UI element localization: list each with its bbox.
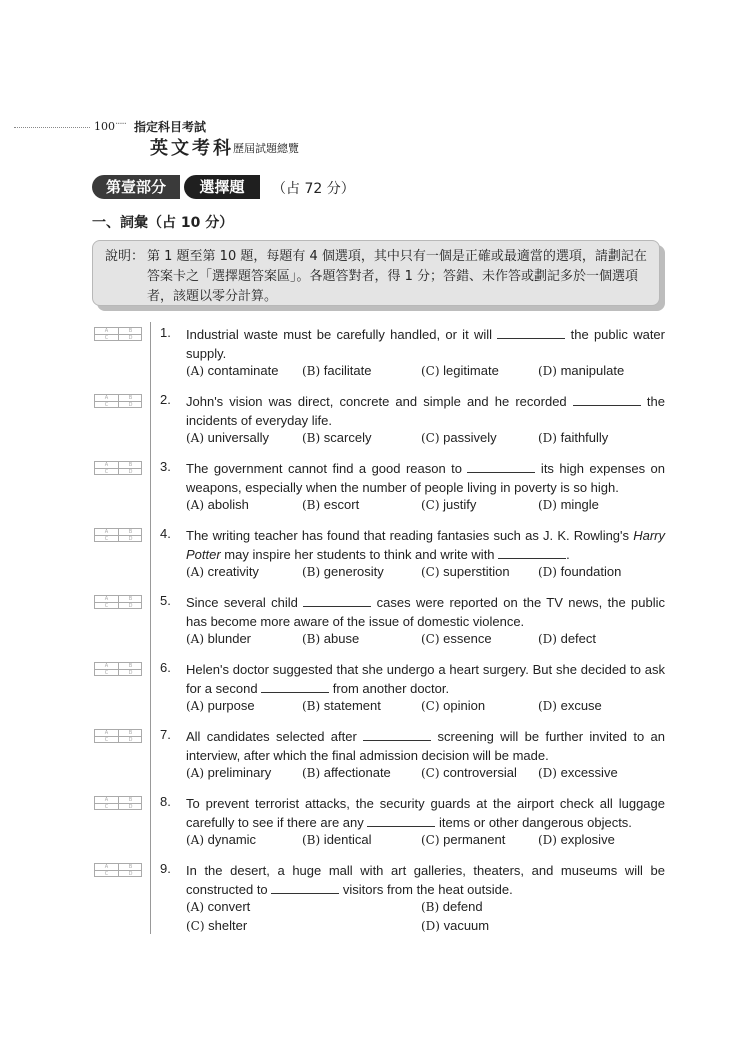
stem-text: Since several child bbox=[186, 595, 304, 610]
option-text: excuse bbox=[556, 698, 602, 713]
option-text: defect bbox=[556, 631, 597, 646]
option-letter: (A) bbox=[186, 900, 205, 914]
option-letter: (D) bbox=[538, 766, 557, 780]
book-title: 英文考科 bbox=[150, 138, 234, 159]
question-number: 1. bbox=[160, 325, 171, 340]
option-text: abolish bbox=[204, 497, 249, 512]
option-d[interactable] bbox=[538, 497, 599, 512]
option-letter: (D) bbox=[538, 632, 557, 646]
question-stem bbox=[186, 660, 665, 698]
answer-bubble-d: D bbox=[128, 603, 133, 609]
answer-bubble-d: D bbox=[128, 335, 133, 341]
option-c[interactable] bbox=[421, 564, 510, 579]
instruction-text: 第 1 題至第 10 題，每題有 4 個選項，其中只有一個是正確或最適當的選項，請劃記在答案卡之「選擇題答案區」。各題答對者，得 1 分；答錯、未作答或劃記多於一個選項者，該題以零分計算。 bbox=[147, 249, 647, 304]
answer-bubble-b: B bbox=[119, 328, 142, 335]
option-letter: (C) bbox=[421, 431, 440, 445]
answer-bubble-d: D bbox=[128, 402, 133, 408]
option-text: contaminate bbox=[204, 363, 279, 378]
answer-blank bbox=[271, 881, 339, 894]
option-letter: (C) bbox=[421, 833, 440, 847]
answer-blank bbox=[261, 680, 329, 693]
answer-blank bbox=[498, 546, 566, 559]
answer-bubble-box bbox=[94, 662, 142, 676]
stem-text: cases were reported on the TV news, the public has become more aware of the issue of domestic violence. bbox=[186, 595, 665, 629]
question-number: 4. bbox=[160, 526, 171, 541]
option-letter: (B) bbox=[302, 565, 321, 579]
option-text: superstition bbox=[439, 564, 510, 579]
option-c[interactable] bbox=[421, 497, 476, 512]
answer-blank bbox=[467, 460, 535, 473]
answer-bubble-a: A bbox=[95, 730, 119, 737]
option-c[interactable] bbox=[421, 363, 499, 378]
part-score: （占 72 分） bbox=[272, 181, 355, 197]
option-a[interactable] bbox=[186, 899, 250, 914]
answer-bubble-d: D bbox=[128, 737, 133, 743]
option-text: explosive bbox=[556, 832, 615, 847]
answer-bubble-c: C bbox=[95, 670, 119, 676]
answer-bubble-a: A bbox=[95, 596, 119, 603]
option-letter: (B) bbox=[302, 833, 321, 847]
option-letter: (B) bbox=[302, 431, 321, 445]
option-letter: (D) bbox=[538, 364, 557, 378]
option-b[interactable] bbox=[302, 832, 372, 847]
option-text: generosity bbox=[320, 564, 384, 579]
question-stem bbox=[186, 325, 665, 363]
question-stem bbox=[186, 593, 665, 631]
question-number: 3. bbox=[160, 459, 171, 474]
question-stem bbox=[186, 526, 665, 564]
stem-text: . bbox=[566, 547, 570, 562]
stem-text: visitors from the heat outside. bbox=[339, 882, 513, 897]
option-text: essence bbox=[439, 631, 492, 646]
option-d[interactable] bbox=[538, 430, 608, 445]
option-letter: (D) bbox=[538, 431, 557, 445]
answer-bubble-c: C bbox=[95, 536, 119, 542]
option-c[interactable] bbox=[421, 430, 497, 445]
option-text: convert bbox=[204, 899, 251, 914]
option-letter: (C) bbox=[421, 699, 440, 713]
option-a[interactable] bbox=[186, 363, 278, 378]
answer-bubble-b: B bbox=[119, 663, 142, 670]
option-letter: (A) bbox=[186, 565, 205, 579]
option-d[interactable] bbox=[538, 698, 602, 713]
option-text: excessive bbox=[556, 765, 618, 780]
answer-bubble-c: C bbox=[95, 402, 119, 408]
stem-text: screening will be further invited to an interview, after which the final admission decision will be made. bbox=[186, 729, 665, 763]
option-d[interactable] bbox=[538, 765, 618, 780]
option-letter: (A) bbox=[186, 632, 205, 646]
stem-italic-title: Harry Potter bbox=[186, 528, 665, 562]
option-letter: (C) bbox=[421, 565, 440, 579]
answer-bubble-b: B bbox=[119, 730, 142, 737]
header-dots: ····· bbox=[115, 119, 126, 130]
header-dotted-rule bbox=[14, 127, 90, 128]
answer-bubble-d: D bbox=[128, 804, 133, 810]
option-text: scarcely bbox=[320, 430, 372, 445]
option-text: mingle bbox=[556, 497, 599, 512]
answer-bubble-a: A bbox=[95, 462, 119, 469]
answer-bubble-box bbox=[94, 796, 142, 810]
option-letter: (A) bbox=[186, 431, 205, 445]
option-b[interactable] bbox=[302, 698, 381, 713]
option-text: manipulate bbox=[556, 363, 625, 378]
answer-bubble-d: D bbox=[128, 536, 133, 542]
option-letter: (D) bbox=[538, 498, 557, 512]
option-b[interactable] bbox=[421, 899, 483, 914]
answer-bubble-b: B bbox=[119, 529, 142, 536]
option-b[interactable] bbox=[302, 631, 359, 646]
option-text: foundation bbox=[556, 564, 622, 579]
instruction-label: 說明： bbox=[105, 249, 145, 264]
question-number: 9. bbox=[160, 861, 171, 876]
answer-bubble-a: A bbox=[95, 797, 119, 804]
question-stem bbox=[186, 727, 665, 765]
option-letter: (D) bbox=[538, 699, 557, 713]
option-letter: (B) bbox=[302, 699, 321, 713]
part-title: 選擇題 bbox=[184, 175, 260, 199]
option-text: identical bbox=[320, 832, 372, 847]
option-letter: (A) bbox=[186, 699, 205, 713]
answer-bubble-d: D bbox=[128, 670, 133, 676]
option-text: dynamic bbox=[204, 832, 257, 847]
option-text: defend bbox=[439, 899, 483, 914]
option-text: justify bbox=[439, 497, 477, 512]
option-text: permanent bbox=[439, 832, 506, 847]
answer-column-divider bbox=[150, 322, 151, 934]
question-number: 7. bbox=[160, 727, 171, 742]
option-letter: (C) bbox=[421, 632, 440, 646]
option-b[interactable] bbox=[302, 363, 372, 378]
option-letter: (D) bbox=[421, 919, 440, 933]
option-text: creativity bbox=[204, 564, 259, 579]
option-letter: (A) bbox=[186, 833, 205, 847]
option-d[interactable] bbox=[538, 363, 624, 378]
question-stem bbox=[186, 392, 665, 430]
page-number: 100 bbox=[94, 120, 115, 133]
stem-text: In the desert, a huge mall with art galleries, theaters, and museums will be constructed to bbox=[186, 863, 665, 897]
answer-blank bbox=[303, 594, 371, 607]
answer-bubble-a: A bbox=[95, 529, 119, 536]
question-number: 2. bbox=[160, 392, 171, 407]
option-letter: (D) bbox=[538, 833, 557, 847]
stem-text: may inspire her students to think and write with bbox=[220, 547, 499, 562]
answer-bubble-c: C bbox=[95, 871, 119, 877]
instruction-box bbox=[92, 240, 660, 306]
option-text: purpose bbox=[204, 698, 255, 713]
option-letter: (C) bbox=[186, 919, 205, 933]
option-text: passively bbox=[439, 430, 497, 445]
answer-bubble-box bbox=[94, 729, 142, 743]
option-text: blunder bbox=[204, 631, 252, 646]
book-subtitle: 歷屆試題總覽 bbox=[233, 142, 299, 155]
option-text: vacuum bbox=[439, 918, 490, 933]
answer-bubble-d: D bbox=[128, 871, 133, 877]
option-b[interactable] bbox=[302, 430, 371, 445]
answer-bubble-a: A bbox=[95, 663, 119, 670]
option-b[interactable] bbox=[302, 765, 391, 780]
answer-bubble-c: C bbox=[95, 737, 119, 743]
stem-text: the incidents of everyday life. bbox=[186, 394, 665, 428]
option-text: opinion bbox=[439, 698, 486, 713]
option-text: facilitate bbox=[320, 363, 372, 378]
answer-bubble-b: B bbox=[119, 395, 142, 402]
option-letter: (B) bbox=[302, 766, 321, 780]
answer-bubble-b: B bbox=[119, 864, 142, 871]
option-letter: (C) bbox=[421, 364, 440, 378]
question-stem bbox=[186, 794, 665, 832]
stem-text: its high expenses on weapons, especially when the number of people living in poverty is so high. bbox=[186, 461, 665, 495]
stem-text: from another doctor. bbox=[329, 681, 450, 696]
part-label: 第壹部分 bbox=[92, 175, 180, 199]
option-a[interactable] bbox=[186, 832, 256, 847]
option-text: controversial bbox=[439, 765, 517, 780]
stem-text: All candidates selected after bbox=[186, 729, 364, 744]
option-letter: (C) bbox=[421, 498, 440, 512]
option-a[interactable] bbox=[186, 631, 251, 646]
answer-bubble-box bbox=[94, 327, 142, 341]
answer-bubble-c: C bbox=[95, 603, 119, 609]
option-letter: (D) bbox=[538, 565, 557, 579]
question-number: 5. bbox=[160, 593, 171, 608]
option-b[interactable] bbox=[302, 497, 359, 512]
answer-blank bbox=[367, 814, 435, 827]
stem-text: The government cannot find a good reason to bbox=[186, 461, 468, 476]
option-d[interactable] bbox=[538, 832, 615, 847]
answer-bubble-b: B bbox=[119, 596, 142, 603]
stem-text: Helen's doctor suggested that she undergo a heart surgery. But she decided to ask for a second bbox=[186, 662, 665, 696]
stem-text: items or other dangerous objects. bbox=[435, 815, 632, 830]
option-d[interactable] bbox=[421, 918, 489, 933]
option-text: preliminary bbox=[204, 765, 272, 780]
option-d[interactable] bbox=[538, 631, 596, 646]
option-text: shelter bbox=[204, 918, 248, 933]
answer-bubble-c: C bbox=[95, 804, 119, 810]
answer-bubble-a: A bbox=[95, 864, 119, 871]
answer-blank bbox=[573, 393, 641, 406]
answer-blank bbox=[497, 326, 565, 339]
option-letter: (A) bbox=[186, 364, 205, 378]
stem-text: the public water supply. bbox=[186, 327, 665, 361]
answer-blank bbox=[363, 728, 431, 741]
option-text: abuse bbox=[320, 631, 360, 646]
option-text: universally bbox=[204, 430, 270, 445]
stem-text: The writing teacher has found that reading fantasies such as J. K. Rowling's bbox=[186, 528, 634, 543]
option-c[interactable] bbox=[421, 698, 485, 713]
answer-bubble-c: C bbox=[95, 469, 119, 475]
option-a[interactable] bbox=[186, 497, 249, 512]
option-b[interactable] bbox=[302, 564, 384, 579]
answer-bubble-box bbox=[94, 863, 142, 877]
question-number: 8. bbox=[160, 794, 171, 809]
question-stem bbox=[186, 459, 665, 497]
stem-text: To prevent terrorist attacks, the security guards at the airport check all luggage carefully to see if there are any bbox=[186, 796, 665, 830]
stem-text: John's vision was direct, concrete and simple and he recorded bbox=[186, 394, 573, 409]
answer-bubble-b: B bbox=[119, 797, 142, 804]
option-letter: (A) bbox=[186, 498, 205, 512]
option-c[interactable] bbox=[421, 765, 517, 780]
exam-name: 指定科目考試 bbox=[134, 120, 207, 134]
option-letter: (B) bbox=[302, 498, 321, 512]
answer-bubble-b: B bbox=[119, 462, 142, 469]
option-letter: (B) bbox=[302, 632, 321, 646]
answer-bubble-a: A bbox=[95, 328, 119, 335]
option-d[interactable] bbox=[538, 564, 621, 579]
option-text: affectionate bbox=[320, 765, 391, 780]
option-text: faithfully bbox=[556, 430, 609, 445]
question-number: 6. bbox=[160, 660, 171, 675]
stem-text: Industrial waste must be carefully handled, or it will bbox=[186, 327, 498, 342]
option-c[interactable] bbox=[421, 631, 492, 646]
option-letter: (C) bbox=[421, 766, 440, 780]
option-text: escort bbox=[320, 497, 360, 512]
option-letter: (B) bbox=[421, 900, 440, 914]
question-stem bbox=[186, 861, 665, 899]
option-a[interactable] bbox=[186, 430, 269, 445]
option-a[interactable] bbox=[186, 765, 271, 780]
option-letter: (A) bbox=[186, 766, 205, 780]
answer-bubble-box bbox=[94, 461, 142, 475]
option-text: legitimate bbox=[439, 363, 499, 378]
answer-bubble-box bbox=[94, 595, 142, 609]
option-letter: (B) bbox=[302, 364, 321, 378]
section-title: 一、詞彙（占 10 分） bbox=[92, 215, 234, 231]
option-a[interactable] bbox=[186, 564, 259, 579]
answer-bubble-box bbox=[94, 394, 142, 408]
answer-bubble-c: C bbox=[95, 335, 119, 341]
option-text: statement bbox=[320, 698, 381, 713]
answer-bubble-d: D bbox=[128, 469, 133, 475]
option-c[interactable] bbox=[186, 918, 247, 933]
option-c[interactable] bbox=[421, 832, 505, 847]
answer-bubble-box bbox=[94, 528, 142, 542]
answer-bubble-a: A bbox=[95, 395, 119, 402]
option-a[interactable] bbox=[186, 698, 255, 713]
